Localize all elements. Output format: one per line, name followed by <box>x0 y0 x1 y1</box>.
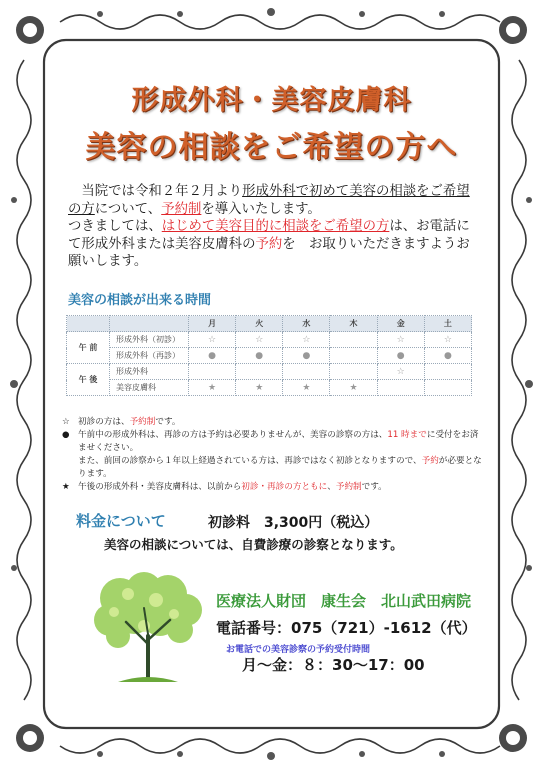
schedule-mark <box>330 364 377 380</box>
reservation-hours: 月～金：８：30～17：00 <box>242 656 425 674</box>
telephone-number: 電話番号：075（721）-1612（代） <box>216 619 477 637</box>
visit-type: 形成外科 <box>110 364 189 380</box>
day-header: 火 <box>236 316 283 332</box>
note-span: 午後の形成外科・美容皮膚科は、以前から <box>78 482 242 492</box>
day-header: 木 <box>330 316 377 332</box>
schedule-mark: ● <box>189 348 236 364</box>
schedule-mark: ☆ <box>377 364 424 380</box>
intro-paragraph <box>68 183 478 271</box>
reservation-hours-heading: お電話での美容診察の予約受付時間 <box>226 645 371 655</box>
schedule-mark <box>424 380 471 396</box>
note-item <box>62 429 482 455</box>
schedule-mark: ★ <box>283 380 330 396</box>
schedule-notes <box>62 416 482 494</box>
intro-text: つきましては、 <box>68 219 162 234</box>
period-am: 午 前 <box>67 332 110 364</box>
schedule-mark: ● <box>424 348 471 364</box>
schedule-mark <box>330 332 377 348</box>
note-span: 初診の方は、 <box>78 417 130 427</box>
visit-type: 形成外科（再診） <box>110 348 189 364</box>
header-blank <box>110 316 189 332</box>
note-red: 11 時まで <box>387 430 427 440</box>
black-circle-icon: ● <box>62 430 70 440</box>
schedule-mark: ★ <box>236 380 283 396</box>
schedule-mark: ● <box>236 348 283 364</box>
black-star-icon: ★ <box>62 482 70 492</box>
intro-red-reserve: 予約 <box>255 236 283 252</box>
schedule-mark: ● <box>283 348 330 364</box>
schedule-row <box>67 364 472 380</box>
schedule-mark: ☆ <box>283 332 330 348</box>
schedule-mark <box>377 380 424 396</box>
schedule-mark: ☆ <box>189 332 236 348</box>
schedule-row <box>67 348 472 364</box>
schedule-header-row <box>67 316 472 332</box>
note-red: 初診・再診の方ともに <box>241 482 328 492</box>
note-text <box>78 429 482 455</box>
schedule-mark: ● <box>377 348 424 364</box>
tree-illustration <box>88 572 208 684</box>
note-span: 、 <box>327 482 336 492</box>
schedule-mark: ☆ <box>236 332 283 348</box>
intro-text: は、お電話にて形成外科または美容皮膚科の <box>68 219 470 252</box>
schedule-mark: ★ <box>189 380 236 396</box>
note-span: が必要となります。 <box>78 456 482 479</box>
intro-text: 当院では令和２年２月より <box>81 184 243 199</box>
note-red: 予約制 <box>129 417 156 427</box>
intro-red-first-time: はじめて美容目的に相談をご希望の方 <box>161 219 390 234</box>
day-header: 水 <box>283 316 330 332</box>
intro-underlined: 形成外科で初めて美容の相談をご希望の方 <box>68 184 470 217</box>
note-span: です。 <box>155 417 181 427</box>
note-span: です。 <box>361 482 387 492</box>
schedule-mark <box>424 364 471 380</box>
intro-p2 <box>68 218 478 271</box>
day-header: 土 <box>424 316 471 332</box>
intro-text: を お取りいただきますようお願いします。 <box>68 236 470 269</box>
note-text <box>78 481 387 494</box>
note-span: に受付をお済ませください。 <box>78 430 479 453</box>
white-star-icon: ☆ <box>62 417 70 427</box>
period-pm: 午 後 <box>67 364 110 396</box>
intro-red-reservation: 予約制 <box>161 201 202 217</box>
note-continuation <box>62 455 482 481</box>
schedule-title: 美容の相談が出来る時間 <box>68 293 212 308</box>
visit-type: 美容皮膚科 <box>110 380 189 396</box>
day-header: 金 <box>377 316 424 332</box>
intro-p1 <box>68 183 478 218</box>
header-blank <box>67 316 110 332</box>
schedule-mark: ☆ <box>424 332 471 348</box>
note-item <box>62 481 482 494</box>
schedule-mark: ★ <box>330 380 377 396</box>
fee-value: 初診料 3,300円（税込） <box>208 515 379 531</box>
note-item <box>62 416 482 429</box>
schedule-row <box>67 380 472 396</box>
fee-heading: 料金について <box>76 512 166 530</box>
visit-type: 形成外科（初診） <box>110 332 189 348</box>
title-line-2: 美容の相談をご希望の方へ <box>85 130 458 165</box>
note-red: 予約制 <box>335 482 362 492</box>
hospital-name: 医療法人財団 康生会 北山武田病院 <box>216 592 472 610</box>
note-red: 予約 <box>421 456 439 466</box>
schedule-row <box>67 332 472 348</box>
intro-text: を導入いたします。 <box>201 201 321 217</box>
schedule-mark: ☆ <box>377 332 424 348</box>
note-text <box>78 416 180 429</box>
day-header: 月 <box>189 316 236 332</box>
note-span: また、前回の診察から１年以上経過されている方は、再診ではなく初診となりますので、 <box>78 456 422 466</box>
schedule-mark <box>189 364 236 380</box>
schedule-table <box>66 315 472 396</box>
schedule-mark <box>283 364 330 380</box>
note-span: 午前中の形成外科は、再診の方は予約は必要ありませんが、美容の診察の方は、 <box>78 430 388 440</box>
schedule-mark <box>236 364 283 380</box>
schedule-mark <box>330 348 377 364</box>
fee-note: 美容の相談については、自費診療の診察となります。 <box>104 537 403 552</box>
title-line-1: 形成外科・美容皮膚科 <box>131 85 412 116</box>
intro-text: について、 <box>94 201 162 217</box>
